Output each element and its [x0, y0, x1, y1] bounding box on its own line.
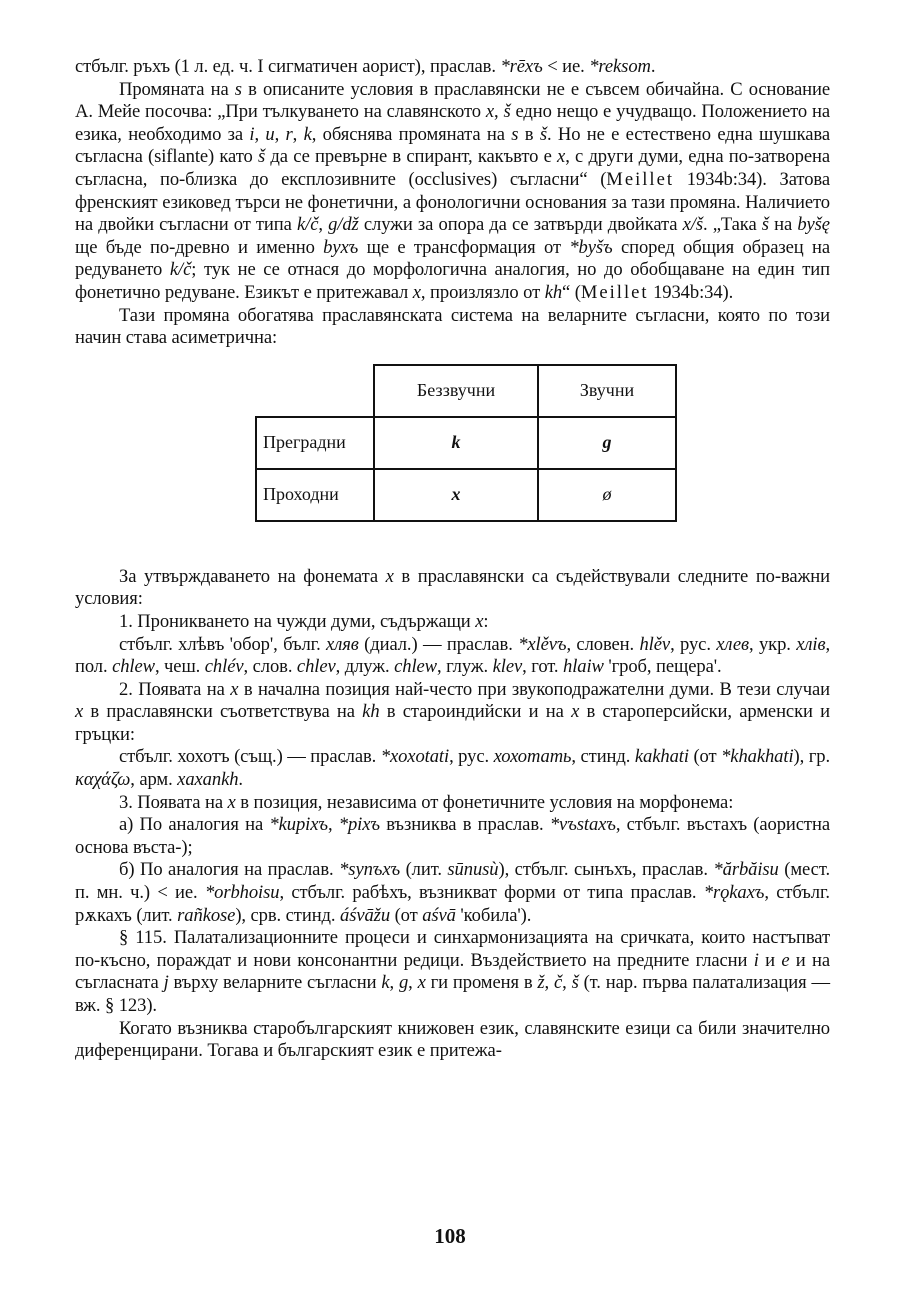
paragraph-p4: 1. Проникването на чужди думи, съдържащи x: — [119, 610, 489, 632]
paragraph-p6: 2. Появата на x в начална позиция най-често при звукоподражателни думи. В тези случаи x в праславянски съответствува на kh в староиндийски и на x в староперсийски, арменски и гръцки: — [75, 678, 830, 745]
page-number: 108 — [434, 1224, 466, 1248]
paragraph-p9: а) По аналогия на *kupixъ, *pixъ възниква в праслав. *vъstaxъ, стбълг. въстахъ (аористна основа въста-); — [75, 814, 830, 858]
table-cell-voiced: ø — [538, 469, 676, 521]
paragraph-p2: Тази промяна обогатява праславянската система на веларните съгласни, която по този начин става асиметрична: — [75, 304, 830, 349]
paragraph-p8: 3. Появата на x в позиция, независима от фонетичните условия на морфонема: — [119, 791, 734, 813]
table-cell-voiceless: k — [374, 417, 538, 469]
velar-consonant-table-wrap — [75, 364, 830, 550]
table-header-voiceless: Беззвучни — [374, 365, 538, 417]
paragraph-p0: стбълг. ръхъ (1 л. ед. ч. I сигматичен аорист), праслав. *rēxъ < ие. *reksom. — [75, 56, 656, 77]
table-row — [256, 417, 676, 469]
table-header-voiced: Звучни — [538, 365, 676, 417]
table-cell-voiced: g — [538, 417, 676, 469]
table-row-label: Проходни — [256, 469, 374, 521]
paragraph-p7: стбълг. хохотъ (същ.) — праслав. *xoxotati, рус. хохотать, стинд. kakhati (от *khakhati), гр. καχάζω, арм. xaxankh. — [75, 746, 830, 791]
paragraph-p3: За утвърждаването на фонемата x в праславянски са съдействували следните по-важни условия: — [75, 565, 830, 610]
paragraph-p10: б) По аналогия на праслав. *synъxъ (лит. sūnusù), стбълг. сынъхъ, праслав. *ărbăisu (мест. п. мн. ч.) < ие. *orbhoisu, стбълг. рабѣхъ, възникват форми от типа праслав. *rǫkaxъ, стбълг. рѫкахъ (лит. rañkose), срв. стинд. áśvāžu (от aśvā 'кобила'). — [75, 859, 830, 926]
text-before-table — [75, 56, 830, 350]
table-corner-cell — [256, 365, 374, 417]
velar-consonant-table — [255, 364, 677, 522]
paragraph-p11: § 115. Палатализационните процеси и синхармонизацията на сричката, които настъпват по-късно, пораждат и нови консонантни редици. Въздействието на предните гласни i и e и на съгласната j върху веларните съгласни k, g, x ги променя в ž, č, š (т. нар. първа палатализация — вж. § 123). — [75, 927, 830, 1016]
table-header-row — [256, 365, 676, 417]
paragraph-p12: Когато възниква старобългарският книжовен език, славянските езици са били значително диференцирани. Тогава и българският език е притежа- — [75, 1017, 830, 1062]
text-after-table — [75, 566, 830, 1063]
table-row-label: Преградни — [256, 417, 374, 469]
table-row — [256, 469, 676, 521]
paragraph-p1: Промяната на s в описаните условия в праславянски не е съвсем обичайна. С основание А. Мейе посочва: „При тълкуването на славянското x, š едно нещо е учудващо. Положението на езика, необходимо за i, u, r, k, обяснява промяната на s в š. Но не е естествено една шушкава съгласна (siflante) като š да се превърне в спирант, какъвто е x, с други думи, една по-затворена съгласна, по-близка до експлозивните (occlusives) съгласни“ (Meillet 1934b:34). Затова френският езиковед търси не фонетични, а фонологични основания за тази промяна. Наличието на двойки съгласни от типа k/č, g/dž служи за опора да се затвърди двойката x/š. „Така š на byšę ще бъде по-древно и именно byxъ ще е трансформация от *byšъ според общия образец на редуването k/č; тук не се отнася до морфологична аналогия, но до обобщаване на един тип фонетично редуване. Езикът е притежавал x, произлязло от kh“ (Meillet 1934b:34). — [75, 78, 831, 303]
page-body — [75, 56, 830, 1063]
paragraph-p5: стбълг. хлѣвъ 'обор', бълг. хляв (диал.) — праслав. *xlěvъ, словен. hlěv, рус. хлев, укр. хлів, пол. chlew, чеш. chlév, слов. chlev, длуж. chlew, глуж. klev, гот. hlaiw 'гроб, пещера'. — [75, 633, 831, 678]
table-cell-voiceless: x — [374, 469, 538, 521]
